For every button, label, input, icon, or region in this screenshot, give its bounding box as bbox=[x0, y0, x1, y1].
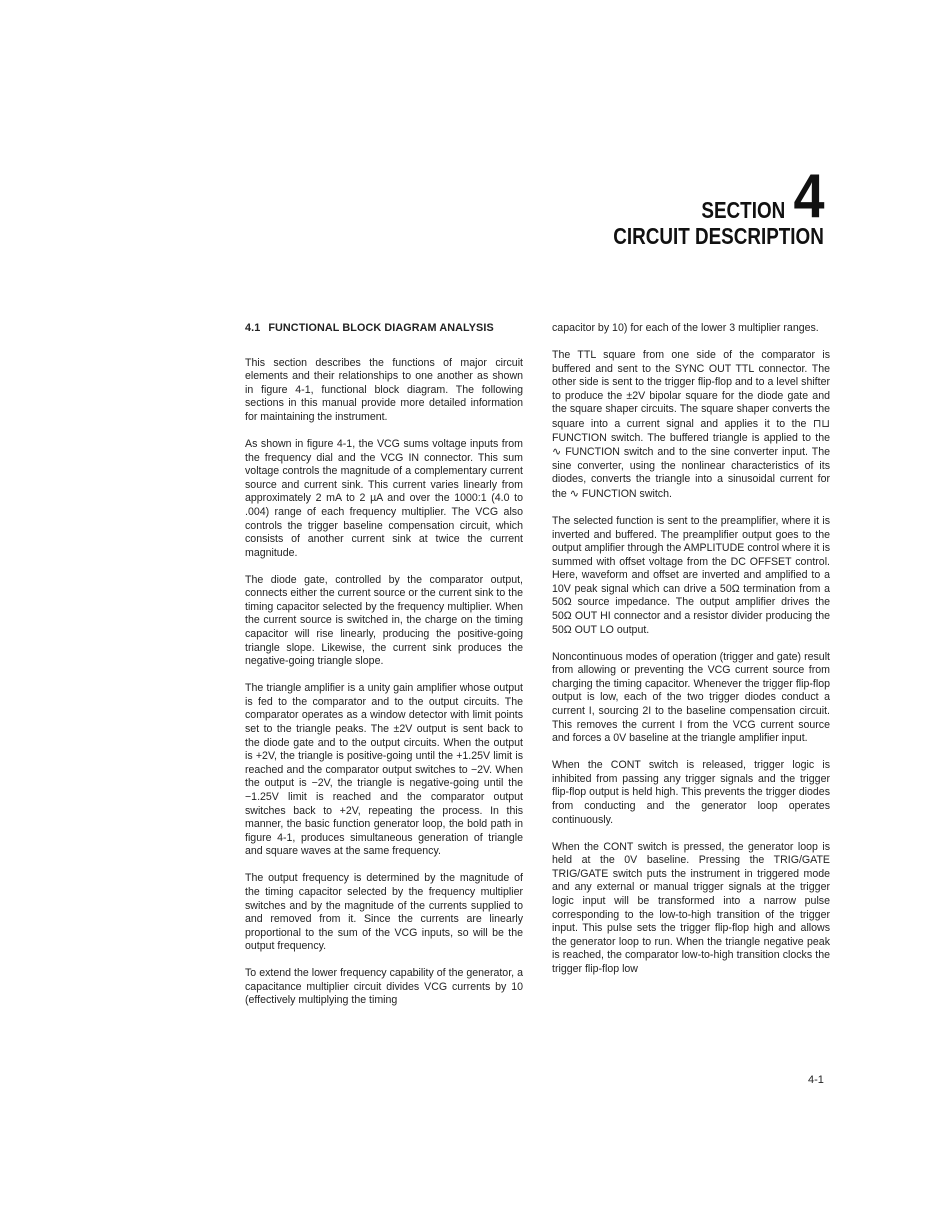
paragraph-text: FUNCTION switch. bbox=[581, 487, 672, 500]
paragraph bbox=[552, 349, 830, 502]
paragraph: This section describes the functions of major circuit elements and their relationships to one another as shown in figure 4-1, functional block diagram. The following sections in this manual provide more detailed information for maintaining the instrument. bbox=[245, 356, 523, 423]
section-heading-number: 4.1 bbox=[245, 322, 261, 334]
paragraph: When the CONT switch is released, trigger logic is inhibited from passing any trigger signals and the trigger flip-flop output is held high. This prevents the trigger diodes from conducting and the generator loop operates continuously. bbox=[552, 759, 830, 826]
paragraph: As shown in figure 4-1, the VCG sums voltage inputs from the frequency dial and the VCG IN connector. This sum voltage controls the magnitude of a complementary current source and current sink. This current varies linearly from approximately 2 mA to 2 µA and over the 1000:1 (4.0 to .004) range of each frequency multiplier. The VCG also controls the trigger baseline compensation circuit, which consists of another current sink at twice the current magnitude. bbox=[245, 437, 523, 559]
paragraph: The triangle amplifier is a unity gain amplifier whose output is fed to the comparator and to the output circuits. The comparator operates as a window detector with limit points set to the triangle peaks. The ±2V output is sent back to the diode gate and to the output circuits. When the output is +2V, the triangle is positive-going until the +1.25V limit is reached and the comparator output switches to −2V. When the output is −2V, the triangle is negative-going until the −1.25V limit is reached and the comparator output switches back to +2V, repeating the process. In this manner, the basic function generator loop, the bold path in figure 4-1, produces simultaneous generation of triangle and square waves at the same frequency. bbox=[245, 682, 523, 858]
section-header bbox=[567, 162, 824, 250]
paragraph: When the CONT switch is pressed, the generator loop is held at the 0V baseline. Pressing the TRIG/GATE TRIG/GATE switch puts the instrument in triggered mode and any external or manual trigger signals at the trigger logic input will be transformed into a narrow pulse corresponding to the low-to-high transition of the trigger input. This pulse sets the trigger flip-flop high and allows the generator loop to run. When the triangle negative peak is reached, the comparator low-to-high transition clocks the trigger flip-flop low bbox=[552, 840, 830, 975]
triangle-wave-icon: ∿ bbox=[552, 445, 562, 459]
paragraph: Noncontinuous modes of operation (trigger and gate) result from allowing or preventing the VCG current source from charging the timing capacitor. Whenever the trigger flip-flop output is low, each of the two trigger diodes conduct a current I, sourcing 2I to the baseline compensation circuit. This removes the current I from the VCG current source and forces a 0V baseline at the triangle amplifier input. bbox=[552, 650, 830, 745]
section-heading bbox=[245, 322, 523, 336]
page-number: 4-1 bbox=[808, 1074, 824, 1086]
paragraph: The diode gate, controlled by the comparator output, connects either the current source or the current sink to the timing capacitor selected by the frequency multiplier. When the current source is switched in, the charge on the timing capacitor will rise linearly, producing the positive-going triangle slope. Likewise, the current sink produces the negative-going triangle slope. bbox=[245, 573, 523, 668]
section-label-line bbox=[567, 162, 824, 231]
paragraph: To extend the lower frequency capability of the generator, a capacitance multiplier circuit divides VCG currents by 10 (effectively multiplying the timing bbox=[245, 967, 523, 1007]
square-wave-icon: ⊓⊔ bbox=[812, 416, 831, 430]
section-heading-title: FUNCTIONAL BLOCK DIAGRAM ANALYSIS bbox=[268, 322, 494, 334]
sine-wave-icon: ∿ bbox=[569, 486, 579, 500]
chapter-title: CIRCUIT DESCRIPTION bbox=[613, 223, 824, 249]
paragraph: The selected function is sent to the preamplifier, where it is inverted and buffered. The preamplifier output goes to the output amplifier through the AMPLITUDE control where it is summed with offset voltage from the DC OFFSET control. Here, waveform and offset are inverted and amplified to a 10V peak signal which can drive a 50Ω termination from a 50Ω source impedance. The output amplifier drives the 50Ω OUT HI connector and a resistor divider producing the 50Ω OUT LO output. bbox=[552, 514, 830, 636]
right-column bbox=[552, 322, 830, 990]
left-column bbox=[245, 322, 523, 1021]
paragraph-text: The TTL square from one side of the comparator is buffered and sent to the SYNC OUT TTL connector. The other side is sent to the trigger flip-flop and to a level shifter to produce the ±2V bipolar square for the diode gate and the square shaper circuits. The square shaper converts the square into a current signal and applies it to the bbox=[552, 348, 830, 430]
paragraph-text: FUNCTION switch and to the sine converter input. The sine converter, using the nonlinear characteristics of its diodes, converts the triangle into a sinusoidal current for the bbox=[552, 446, 830, 500]
paragraph-text: FUNCTION switch. The buffered triangle is applied to the bbox=[552, 431, 830, 444]
section-label: SECTION bbox=[701, 197, 786, 223]
paragraph: The output frequency is determined by the magnitude of the timing capacitor selected by the frequency multiplier switches and by the magnitude of the currents supplied to and removed from it. Since the currents are linearly proportional to the sum of the VCG inputs, so will be the output frequency. bbox=[245, 872, 523, 953]
section-number: 4 bbox=[792, 162, 824, 231]
paragraph: capacitor by 10) for each of the lower 3 multiplier ranges. bbox=[552, 322, 819, 334]
